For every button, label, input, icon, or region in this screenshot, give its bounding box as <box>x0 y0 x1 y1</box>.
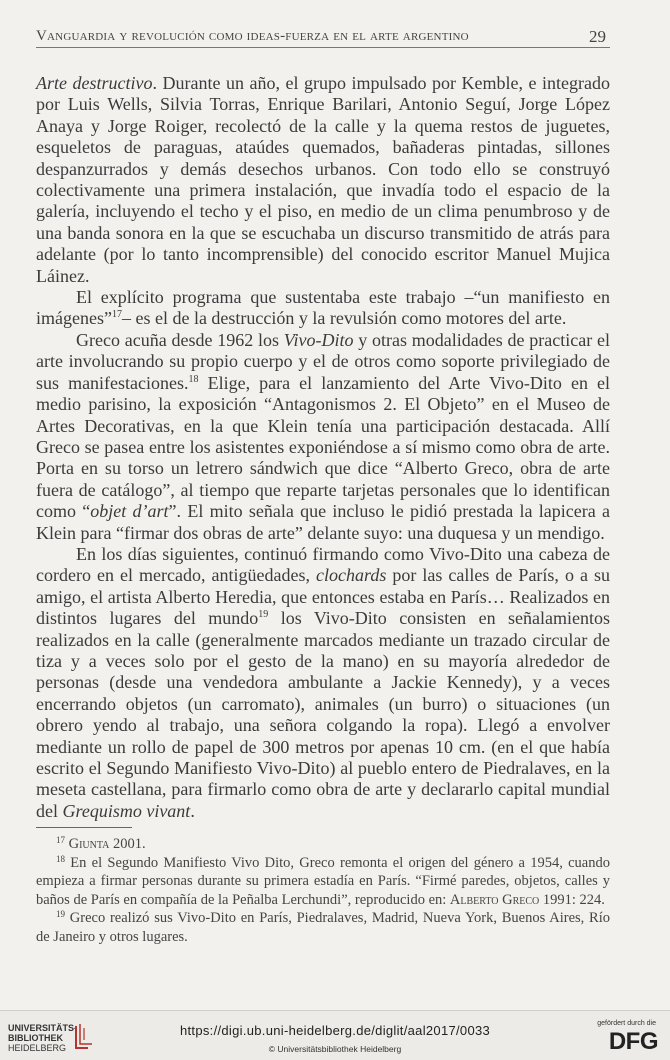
italic-term: clochards <box>316 565 387 586</box>
dfg-logo[interactable]: DFG <box>608 1028 658 1055</box>
paragraph <box>36 544 610 822</box>
library-line: BIBLIOTHEK <box>8 1033 63 1043</box>
paragraph-text: ”. El mito señala que incluso le pidió prestada la lapicera a Klein para “firmar dos obras de arte” delante suyo: una duquesa y un mendigo. <box>36 501 610 543</box>
main-text <box>36 73 610 822</box>
paragraph <box>36 330 610 544</box>
footnote-divider <box>36 827 132 828</box>
paragraph-text: . <box>190 800 195 821</box>
footnote-18 <box>36 854 610 910</box>
italic-term: Arte destructivo <box>36 73 153 93</box>
italic-term: Grequismo vivant <box>62 800 191 821</box>
footnote-19 <box>36 909 610 946</box>
copyright-notice: © Universitätsbibliothek Heidelberg <box>268 1044 402 1054</box>
library-line: HEIDELBERG <box>8 1043 67 1053</box>
footnote-number: 17 <box>56 835 65 845</box>
footnote-text: 2001. <box>109 836 146 852</box>
page-number: 29 <box>589 27 606 46</box>
paragraph-text: . Durante un año, el grupo impulsado por Kemble, e integrado por Luis Wells, Silvia Torras, Enrique Barilari, Antonio Seguí, Jorge López Anaya y Jorge Roiger, recolectó de la calle y la quema restos de juguetes, esqueletos de paraguas, ataúdes quemados, bañaderas pintadas, sillones despanzurrados y demás desechos urbanos. Con todo ello se construyó colectivamente una primera instalación, que invadía todo el espacio de la galería, incluyendo el techo y el piso, en medio de un clima penumbroso y de una banda sonora en la que se escuchaba un discurso transmitido de atrás para adelante (por lo tanto incomprensible) del conocido escritor Manuel Mujica Láinez. <box>36 73 610 286</box>
footnote-ref-19[interactable]: 19 <box>258 609 269 621</box>
footnotes <box>36 835 610 946</box>
paragraph-text: El explícito programa que sustentaba este trabajo –“un manifiesto en imágenes” <box>36 287 610 329</box>
footnote-17 <box>36 835 610 854</box>
running-title: Vanguardia y revolución como ideas-fuerza en el arte argentino <box>36 28 469 44</box>
footnote-number: 19 <box>56 909 65 919</box>
page-url-link[interactable]: https://digi.ub.uni-heidelberg.de/diglit/aal2017/0033 <box>179 1023 491 1038</box>
paragraph <box>36 287 610 330</box>
paragraph-text: Greco acuña desde 1962 los <box>76 329 284 350</box>
paragraph-text: los Vivo-Dito consisten en señalamientos realizados en la calle (generalmente marcados mediante un trazado circular de tiza y a veces solo por el gesto de la mano) en su mayoría alrededor de personas (desde una vendedora ambulante a Jackie Kennedy), y a veces encerrando objetos (un carromato), animales (un burro) o situaciones (un obrero yendo al trabajo, una señora colgando la ropa). Llegó a envolver mediante un rollo de papel de 300 metros por apenas 10 cm. (en el que había escrito el Segundo Manifiesto Vivo-Dito) al pueblo entero de Piedralaves, en la meseta castellana, para firmarlo como obra de arte y declararlo capital mundial del <box>36 608 611 821</box>
paragraph-text: En los días siguientes, continuó firmando como Vivo-Dito una cabeza de cordero en el mercado, antigüedades, <box>36 543 610 586</box>
footnote-text: Greco realizó sus Vivo-Dito en París, Piedralaves, Madrid, Nueva York, Buenos Aires, Río de Janeiro y otros lugares. <box>36 910 610 945</box>
italic-term: objet d’art <box>90 501 169 522</box>
paragraph <box>36 73 610 287</box>
italic-term: Vivo-Dito <box>283 329 354 350</box>
paragraph-text: y otras modalidades de practicar el arte involucrando su propio cuerpo y el de otros como soporte privilegiado de sus manifestaciones. <box>36 329 610 393</box>
running-header <box>36 25 610 48</box>
footnote-number: 18 <box>56 853 65 864</box>
paragraph-text: – es el de la destrucción y la revulsión como motores del arte. <box>121 308 567 329</box>
funder-label: gefördert durch die <box>597 1020 656 1027</box>
footnote-text: En el Segundo Manifiesto Vivo Dito, Greco remonta el origen del género a 1954, cuando empieza a firmar personas durante su primera estadía en París. “Firmé paredes, objetos, calles y baños de París en compañía de la Peñalba Lerchundi”, reproducido en: <box>36 854 610 908</box>
paragraph-text: Elige, para el lanzamiento del Arte Vivo-Dito en el medio parisino, la exposición “Antagonismos 2. El Objeto” en el Museo de Artes Decorativas, en la que Klein tenía una participación destacada. Allí Greco se pasea entre los asistentes exponiéndose a sí mismo como obra de arte. Porta en su torso un letrero sándwich que dice “Alberto Greco, obra de arte fuera de catálogo”, al tiempo que reparte tarjetas personales que lo identifican como “ <box>36 372 610 522</box>
viewer-footer <box>0 1010 670 1060</box>
footnote-text: 1991: 224. <box>539 891 605 908</box>
footnote-ref-17[interactable]: 17 <box>111 309 122 321</box>
paragraph-text: por las calles de París, o a su amigo, el artista Alberto Heredia, que entonces estaba en París… Realizados en distintos lugares del mundo <box>36 565 611 629</box>
library-line: UNIVERSITÄTS- <box>8 1023 78 1033</box>
footnote-ref-18[interactable]: 18 <box>188 373 199 385</box>
author-name: Alberto Greco <box>449 891 540 908</box>
author-name: Giunta <box>68 836 110 852</box>
